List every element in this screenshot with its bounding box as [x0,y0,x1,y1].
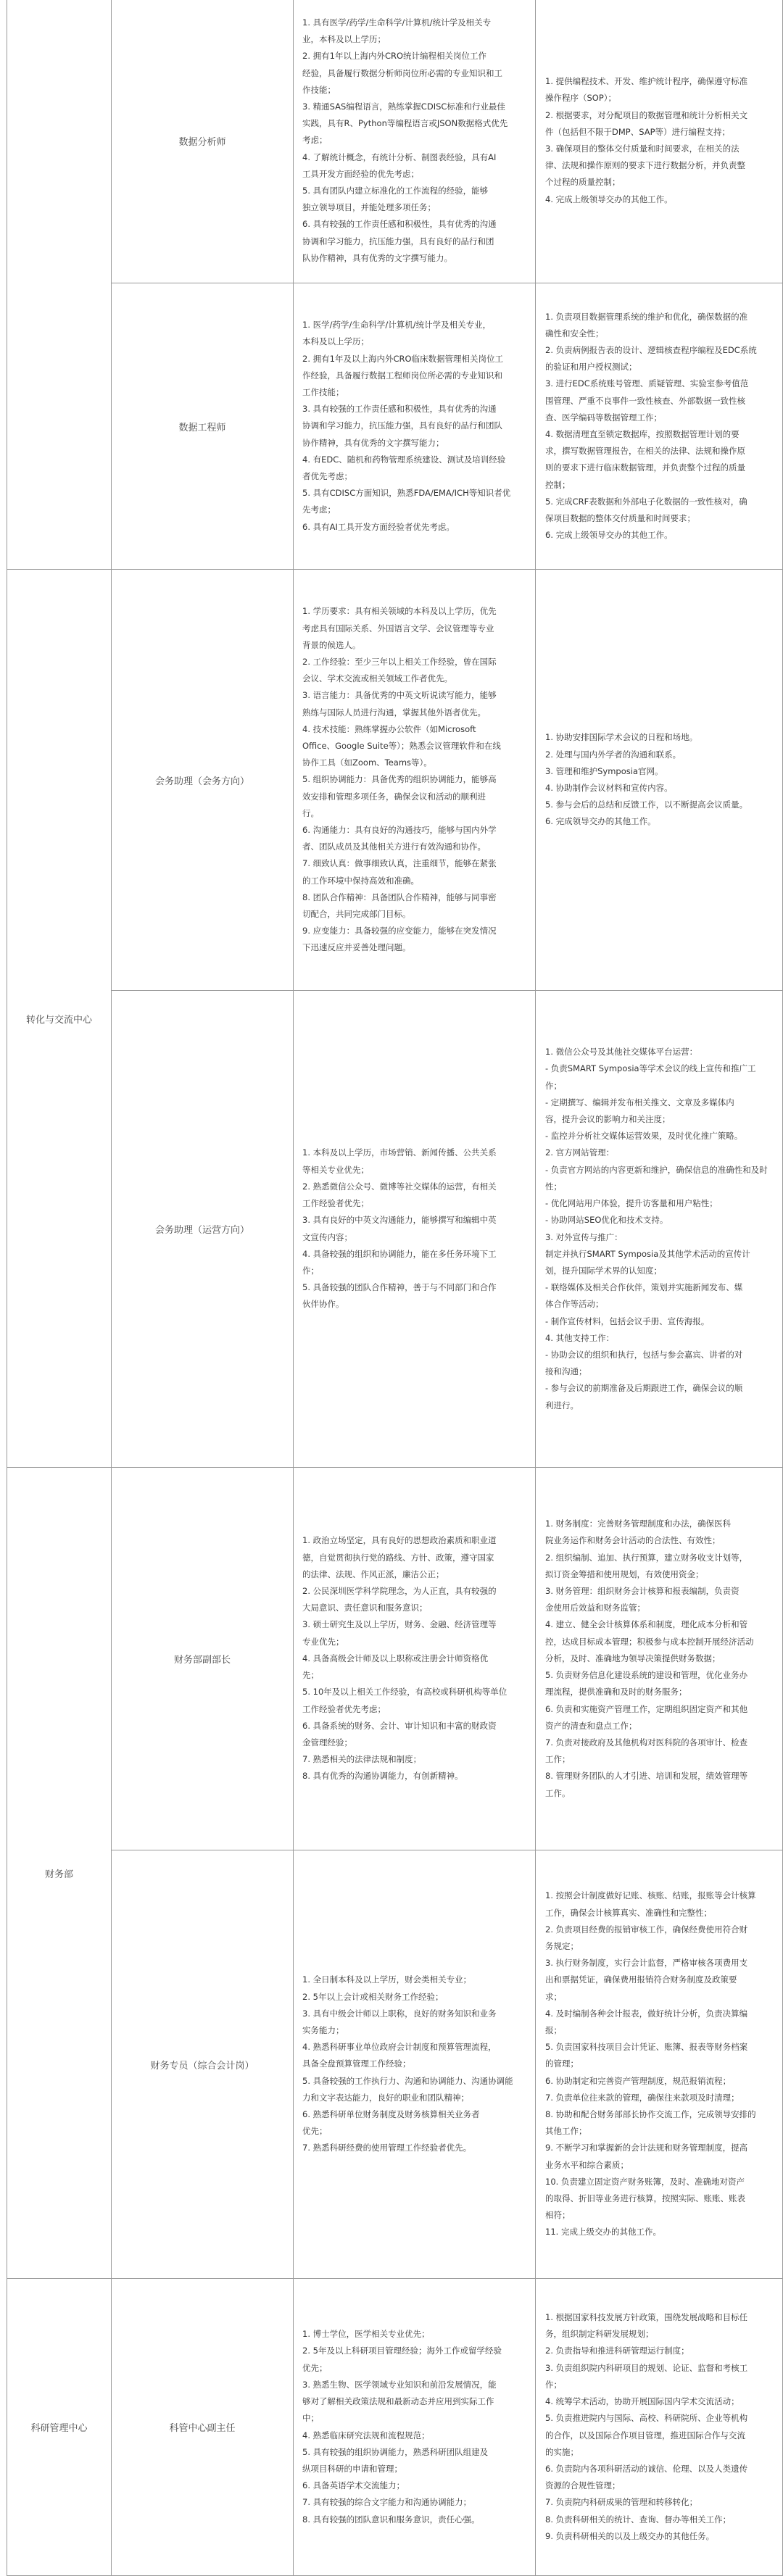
requirement-line: 5. 具有CDISC方面知识，熟悉FDA/EMA/ICH等知识者优 [302,488,511,499]
requirement-line: 3. 具有良好的中英文沟通能力，能够撰写和编辑中英 [302,1215,497,1226]
requirement-line: 经验，具备履行数据分析师岗位所必需的专业知识和工 [302,67,502,78]
requirement-line: 金管理经验； [302,1737,352,1748]
requirement-line: 2. 工作经验：至少三年以上相关工作经验，曾在国际 [302,656,497,667]
duty-line: - 定期撰写、编辑并发布相关推文、文章及多媒体内 [545,1097,734,1108]
duty-line: 的实施； [545,2446,579,2457]
requirement-line: 切配合，共同完成部门目标。 [302,909,411,920]
requirement-line: 1. 博士学位，医学相关专业优先； [302,2329,430,2340]
duty-line: 工作； [545,1754,571,1765]
requirement-line: 3. 精通SAS编程语言，熟练掌握CDISC标准和行业最佳 [302,101,505,112]
duty-line: 7. 负责单位往来款的管理，确保往来款项及时清理； [545,2092,740,2103]
requirement-line: 4. 具备高级会计师及以上职称或注册会计师资格优 [302,1653,489,1663]
requirement-line: 5. 具备较强的工作执行力、沟通和协调能力、沟通协调能 [302,2075,513,2086]
duty-line: - 监控并分析社交媒体运营效果，及时优化推广策略。 [545,1131,743,1142]
duty-line: 1. 协助安排国际学术会议的日程和场地。 [545,732,698,743]
requirements-cell [294,283,536,570]
duty-line: 4. 其他支持工作： [545,1332,615,1343]
requirement-line: 5. 具有较强的组织协调能力，熟悉科研团队组建及 [302,2446,489,2457]
duty-line: 3. 财务管理：组织财务会计核算和报表编制，负责资 [545,1586,740,1597]
duty-line: 6. 负责院内各项科研活动的诚信、伦理、以及人类遗传 [545,2463,748,2474]
duty-line: 性； [545,1181,562,1192]
requirement-line: 3. 语言能力：具备优秀的中英文听说读写能力，能够 [302,690,497,701]
duty-line: 1. 微信公众号及其他社交媒体平台运营： [545,1047,698,1058]
duty-line: 划，提升国际学术界的认知度； [545,1265,662,1276]
duty-line: 作； [545,1080,562,1091]
duty-line: 资源的合规性管理； [545,2480,621,2491]
duty-line: 6. 负责和实施资产管理工作，定期组织固定资产和其他 [545,1703,748,1714]
duty-line: - 参与会议的前期准备及后期跟进工作，确保会议的顺 [545,1383,743,1394]
requirement-line: 中； [302,2413,319,2424]
duty-line: 5. 负责财务信息化建设系统的建设和管理，优化业务办 [545,1670,748,1681]
duty-line: 资产的清查和盘点工作； [545,1720,637,1731]
requirement-line: 协作工具（如Zoom、Teams等）。 [302,757,432,768]
requirement-line: 的法律、法规、作风正派，廉洁公正； [302,1569,444,1579]
requirement-line: 8. 具有较强的团队意识和服务意识，责任心强。 [302,2514,480,2525]
requirement-line: 实务能力； [302,2024,344,2035]
duty-line: 1. 根据国家科技发展方针政策，围绕发展战略和目标任 [545,2312,748,2323]
duty-line: 保项目数据的整体交付质量和时间要求； [545,513,695,524]
duty-line: 操作程序（SOP）； [545,93,617,104]
requirement-line: 6. 熟悉科研单位财务制度及财务核算相关业务者 [302,2109,480,2119]
requirement-line: 4. 熟悉科研事业单位政府会计制度和预算管理流程， [302,2042,497,2053]
requirement-line: 7. 细致认真：做事细致认真，注重细节，能够在紧张 [302,858,497,869]
requirement-line: 大局意识、责任意识和服务意识； [302,1603,428,1613]
duty-line: 5. 负责国家科技项目会计凭证、账簿、报表等财务档案 [545,2042,748,2053]
requirement-line: 者、团队成员及其他相关方进行有效沟通和协作。 [302,842,486,852]
duty-line: - 联络媒体及相关合作伙伴，策划并实施新闻发布、媒 [545,1282,743,1293]
position-cell: 科管中心副主任 [112,2279,294,2576]
position-cell: 数据分析师 [112,0,294,283]
requirement-line: 纵项目科研的申请和管理； [302,2463,402,2474]
requirement-line: 行。 [302,807,319,818]
position-cell: 财务部副部长 [112,1468,294,1850]
requirement-line: 先考虑； [302,504,336,515]
duty-line: 2. 负责项目经费的报销审核工作，确保经费使用符合财 [545,1924,748,1935]
requirement-line: 2. 5年及以上科研项目管理经验；海外工作或留学经验 [302,2346,502,2356]
requirement-line: 优先； [302,2362,328,2373]
requirement-line: 1. 学历要求：具有相关领域的本科及以上学历，优先 [302,606,497,617]
requirement-line: 力和文字表达能力，良好的职业和团队精神； [302,2092,469,2103]
duty-line: - 负责官方网站的内容更新和维护，确保信息的准确性和及时 [545,1164,768,1175]
duty-line: - 协助会议的组织和执行，包括与参会嘉宾、讲者的对 [545,1349,743,1360]
job-table [7,0,783,2576]
table-row [7,1850,783,2279]
requirement-line: 作技能； [302,84,336,95]
requirement-line: 2. 拥有1年及以上海内外CRO临床数据管理相关岗位工 [302,353,504,364]
requirement-line: 工作经验者优先； [302,1198,369,1209]
duty-line: 1. 提供编程技术、开发、维护统计程序，确保遵守标准 [545,76,748,87]
requirement-line: 的工作环境中保持高效和准确。 [302,875,419,886]
position-cell: 财务专员（综合会计岗） [112,1850,294,2279]
duty-line: 工作。 [545,1787,571,1798]
requirement-line: 考虑具有国际关系、外国语言文学、会议管理等专业 [302,623,494,633]
requirement-line: 4. 具备较强的组织和协调能力，能在多任务环境下工 [302,1248,497,1259]
duty-line: 个过程的质量控制； [545,177,621,188]
duty-line: 作； [545,2379,562,2390]
duties-cell [536,283,783,570]
requirement-line: 伙伴协作。 [302,1299,344,1310]
requirement-line: 工作经验者优先考虑； [302,1703,386,1714]
requirement-line: 队协作精神，具有优秀的文字撰写能力。 [302,252,452,263]
requirement-line: 8. 团队合作精神：具备团队合作精神，能够与同事密 [302,892,497,902]
requirement-line: 协作精神，具有优秀的文字撰写能力； [302,437,444,448]
duty-line: - 协助网站SEO优化和技术支持。 [545,1215,668,1226]
duty-line: 3. 负责组织院内科研项目的规划、论证、监督和考核工 [545,2362,748,2373]
duty-line: 6. 协助制定和完善资产管理制度，规范报销流程； [545,2075,732,2086]
requirements-cell [294,2279,536,2576]
duty-line: 件（包括但不限于DMP、SAP等）进行编程支持； [545,126,731,137]
requirement-line: 2. 熟悉微信公众号、微博等社交媒体的运营，有相关 [302,1181,497,1192]
requirement-line: 2. 拥有1年以上海内外CRO统计编程相关岗位工作 [302,51,487,62]
duties-cell [536,570,783,991]
duty-line: 2. 官方网站管理： [545,1147,615,1158]
duty-line: 9. 不断学习和掌握新的会计法规和财务管理制度，提高 [545,2143,748,2153]
requirement-line: 文宣传内容； [302,1231,352,1242]
requirement-line: 9. 应变能力：具备较强的应变能力，能够在突发情况 [302,926,497,936]
duty-line: 8. 管理财务团队的人才引进、培训和发展，绩效管理等 [545,1771,748,1782]
duty-line: 求； [545,1991,562,2002]
requirements-cell [294,991,536,1468]
duty-line: - 制作宣传材料，包括会议手册、宣传海报。 [545,1316,710,1326]
requirements-cell [294,0,536,283]
requirement-line: 先； [302,1670,319,1681]
duty-line: 1. 按照会计制度做好记账、核账、结账，报账等会计核算 [545,1890,756,1901]
duty-line: 的合作，以及国际合作项目管理，推进国际合作与交流 [545,2430,745,2440]
requirement-line: 3. 熟悉生物、医学领域专业知识和前沿发展情况，能 [302,2379,497,2390]
duty-line: 3. 进行EDC系统账号管理、质疑管理、实验室参考值范 [545,378,749,389]
duty-line: 容，提升会议的影响力和关注度； [545,1114,671,1125]
requirement-line: 2. 5年以上会计或相关财务工作经验； [302,1991,444,2002]
table-row [7,0,783,283]
duty-line: 1. 负责项目数据管理系统的维护和优化，确保数据的准 [545,311,748,322]
duty-line: 3. 确保项目的整体交付质量和时间要求，在相关的法 [545,144,740,154]
duty-line: 8. 协助和配合财务部部长协作交流工作，完成领导安排的 [545,2109,756,2119]
table-row [7,2279,783,2576]
duty-line: 查、医学编码等数据管理工作； [545,412,662,423]
department-cell [7,0,112,570]
duty-line: 院业务运作和财务会计活动的合法性、有效性； [545,1535,721,1546]
requirement-line: 工具开发方面经验的优先考虑； [302,168,419,179]
requirement-line: Office、Google Suite等）；熟悉会议管理软件和在线 [302,740,501,751]
requirement-line: 作经验，具备履行数据工程师岗位所必需的专业知识和 [302,370,502,381]
requirement-line: 协调和学习能力，抗压能力强，具有良好的品行和团队 [302,420,502,431]
duty-line: 5. 参与会后的总结和反馈工作，以不断提高会议质量。 [545,799,748,810]
duty-line: 理流程，提供准确和及时的财务服务； [545,1687,687,1698]
requirement-line: 1. 具有医学/药学/生命科学/计算机/统计学及相关专 [302,17,492,28]
requirement-line: 1. 本科及以上学历，市场营销、新闻传播、公共关系 [302,1147,497,1158]
duty-line: 务规定； [545,1940,579,1951]
duty-line: 利进行。 [545,1400,579,1410]
table-row [7,991,783,1468]
requirement-line: 熟练与国际人员进行沟通，掌握其他外语者优先。 [302,707,486,718]
requirement-line: 业，本科及以上学历； [302,34,386,45]
duty-line: 6. 完成领导交办的其他工作。 [545,816,656,827]
duty-line: 9. 负责科研相关的以及上级交办的其他任务。 [545,2530,715,2541]
requirement-line: 6. 具有较强的工作责任感和积极性，具有优秀的沟通 [302,219,497,230]
requirement-line: 4. 了解统计概念，有统计分析、制图表经验，具有AI [302,151,497,162]
duty-line: 5. 负责推进院内与国际、高校、科研院所、企业等机构 [545,2413,748,2424]
duties-cell [536,2279,783,2576]
duty-line: 务，组织制定科研发展规划； [545,2329,654,2340]
duty-line: 确性和安全性； [545,328,604,338]
duty-line: 3. 管理和维护Symposia官网。 [545,765,663,776]
duty-line: 体合作等活动； [545,1299,604,1310]
requirement-line: 本科及以上学历； [302,336,369,347]
requirements-cell [294,570,536,991]
requirement-line: 德，自觉贯彻执行党的路线、方针、政策，遵守国家 [302,1552,494,1563]
duty-line: 的验证和用户授权测试； [545,362,637,373]
requirement-line: 独立领导项目，并能处理多项任务； [302,202,436,213]
duty-line: 分析，及时、准确地为领导决策提供财务数据； [545,1653,721,1663]
duty-line: 接和沟通； [545,1366,587,1377]
position-cell: 会务助理（运营方向） [112,991,294,1468]
duty-line: 求，撰写数据管理报告，在相关的法律、法规和操作原 [545,446,745,457]
duty-line: 11. 完成上级交办的其他工作。 [545,2227,661,2238]
department-cell: 科研管理中心 [7,2279,112,2576]
duty-line: 的取得、折旧等业务进行核算，按照实际、账账、账表 [545,2193,745,2204]
requirement-line: 5. 组织协调能力：具备优秀的组织协调能力，能够高 [302,774,497,785]
requirement-line: 3. 硕士研究生及以上学历，财务、金融、经济管理等 [302,1619,497,1630]
duty-line: 金使用后效益和财务监管； [545,1603,645,1613]
duty-line: 4. 统筹学术活动，协助开展国际国内学术交流活动； [545,2396,740,2407]
duty-line: 3. 执行财务制度，实行会计监督，严格审核各项费用支 [545,1958,748,1969]
requirement-line: 5. 10年及以上相关工作经验，有高校或科研机构等单位 [302,1687,508,1698]
table-row [7,570,783,991]
requirement-line: 3. 具有中级会计师以上职称，良好的财务知识和业务 [302,2008,497,2019]
requirement-line: 工作技能； [302,386,344,397]
duty-line: 业务水平和综合素质； [545,2159,629,2170]
position-cell: 数据工程师 [112,283,294,570]
duty-line: 的管理； [545,2058,579,2069]
table-row [7,283,783,570]
duty-line: 7. 负责院内科研成果的管理和转移转化； [545,2497,698,2508]
table-row [7,1468,783,1850]
duty-line: 2. 负责病例报告表的设计、逻辑核查程序编程及EDC系统 [545,344,757,355]
duty-line: - 优化网站用户体验，提升访客量和用户粘性； [545,1198,718,1209]
requirement-line: 7. 熟悉科研经费的使用管理工作经验者优先。 [302,2143,472,2153]
requirement-line: 5. 具备较强的团队合作精神，善于与不同部门和合作 [302,1282,497,1293]
duty-line: 10. 负责建立固定资产财务账簿，及时、准确地对资产 [545,2176,745,2187]
requirement-line: 2. 公民深圳医学科学院理念，为人正直，具有较强的 [302,1586,497,1597]
duty-line: 4. 及时编制各种会计报表，做好统计分析，负责决算编 [545,2008,748,2019]
requirement-line: 4. 熟悉临床研究法规和流程规范； [302,2430,430,2440]
requirement-line: 6. 沟通能力：具有良好的沟通技巧，能够与国内外学 [302,825,497,835]
duty-line: 6. 完成上级领导交办的其他工作。 [545,530,673,541]
duty-line: 则的要求下进行临床数据管理，并负责整个过程的质量 [545,462,745,473]
department-cell: 财务部 [7,1468,112,2279]
requirement-line: 具备全盘预算管理工作经验； [302,2058,411,2069]
requirement-line: 1. 医学/药学/生命科学/计算机/统计学及相关专业， [302,320,492,331]
requirement-line: 3. 具有较强的工作责任感和积极性，具有优秀的沟通 [302,404,497,415]
requirements-cell [294,1850,536,2279]
requirement-line: 6. 具有AI工具开发方面经验者优先考虑。 [302,521,455,532]
duty-line: 控制； [545,479,571,490]
requirement-line: 8. 具有优秀的沟通协调能力，有创新精神。 [302,1771,463,1782]
requirement-line: 专业优先； [302,1636,344,1647]
duty-line: 工作，确保会计核算真实、准确性和完整性； [545,1907,712,1918]
requirement-line: 等相关专业优先； [302,1164,369,1175]
requirement-line: 下迅速反应并妥善处理问题。 [302,942,411,953]
position-cell: 会务助理（会务方向） [112,570,294,991]
duty-line: 8. 负责科研相关的统计、查询、督办等相关工作； [545,2514,732,2525]
duties-cell [536,991,783,1468]
duty-line: 5. 完成CRF表数据和外部电子化数据的一致性核对，确 [545,496,747,507]
duty-line: 报； [545,2024,562,2035]
requirement-line: 效安排和管理多项任务，确保会议和活动的顺利进 [302,791,486,802]
requirement-line: 协调和学习能力，抗压能力强，具有良好的品行和团 [302,236,494,246]
duty-line: 控，达成目标成本管理；积极参与成本控制开展经济活动 [545,1636,754,1647]
duty-line: 2. 组织编制、追加、执行预算，建立财务收支计划等， [545,1552,748,1563]
requirement-line: 6. 具备英语学术交流能力； [302,2480,405,2491]
requirement-line: 者优先考虑； [302,471,352,481]
requirement-line: 优先； [302,2126,328,2137]
requirement-line: 7. 具有较强的综合文字能力和沟通协调能力； [302,2497,472,2508]
duty-line: 3. 对外宣传与推广： [545,1231,623,1242]
duty-line: 制定并执行SMART Symposia及其他学术活动的宣传计 [545,1248,750,1259]
duty-line: 2. 处理与国内外学者的沟通和联系。 [545,749,682,760]
duties-cell [536,1850,783,2279]
duty-line: 4. 建立、健全会计核算体系和制度，理化成本分析和管 [545,1619,748,1630]
duty-line: 2. 负责指导和推进科研管理运行制度； [545,2346,689,2356]
duty-line: 拟订资金筹措和使用规划，有效使用资金； [545,1569,704,1579]
department-cell: 转化与交流中心 [7,570,112,1468]
requirement-line: 4. 有EDC、随机和药物管理系统建设、测试及培训经验 [302,454,506,465]
duty-line: 围管理、严重不良事件一致性核查、外部数据一致性核 [545,395,745,406]
duties-cell [536,1468,783,1850]
duty-line: 律、法规和操作原则的要求下进行数据分析，并负责整 [545,160,745,171]
requirement-line: 7. 熟悉相关的法律法规和制度； [302,1754,422,1765]
duty-line: 1. 财务制度：完善财务管理制度和办法，确保医科 [545,1518,732,1529]
duty-line: 其他工作； [545,2126,587,2137]
duty-line: 2. 根据要求，对分配项目的数据管理和统计分析相关文 [545,109,748,120]
requirement-line: 会议、学术交流或相关领域工作者优先。 [302,673,452,684]
duty-line: - 负责SMART Symposia等学术会议的线上宣传和推广工 [545,1063,756,1074]
duty-line: 4. 协助制作会议材料和宣传内容。 [545,783,673,793]
duty-line: 7. 负责对接政府及其他机构对医科院的各项审计、检查 [545,1737,748,1748]
requirement-line: 背景的候选人。 [302,639,361,650]
requirement-line: 考虑； [302,135,328,146]
requirement-line: 1. 政治立场坚定，具有良好的思想政治素质和职业道 [302,1535,497,1546]
requirement-line: 作； [302,1265,319,1276]
duty-line: 4. 数据清理直至锁定数据库，按照数据管理计划的要 [545,429,740,439]
requirements-cell [294,1468,536,1850]
requirement-line: 4. 技术技能：熟练掌握办公软件（如Microsoft [302,723,476,734]
job-table-body [7,0,783,2576]
requirement-line: 1. 全日制本科及以上学历，财会类相关专业； [302,1974,472,1985]
requirement-line: 实践，具有R、Python等编程语言或JSON数据格式优先 [302,118,508,129]
requirement-line: 6. 具备系统的财务、会计、审计知识和丰富的财政资 [302,1720,497,1731]
duty-line: 4. 完成上级领导交办的其他工作。 [545,194,673,204]
requirement-line: 5. 具有团队内建立标准化的工作流程的经验，能够 [302,186,489,196]
duty-line: 相符； [545,2210,571,2221]
duties-cell [536,0,783,283]
duty-line: 出和票据凭证，确保费用报销符合财务制度及政策要 [545,1974,737,1985]
requirement-line: 够对了解相关政策法规和最新动态并应用到实际工作 [302,2396,494,2407]
